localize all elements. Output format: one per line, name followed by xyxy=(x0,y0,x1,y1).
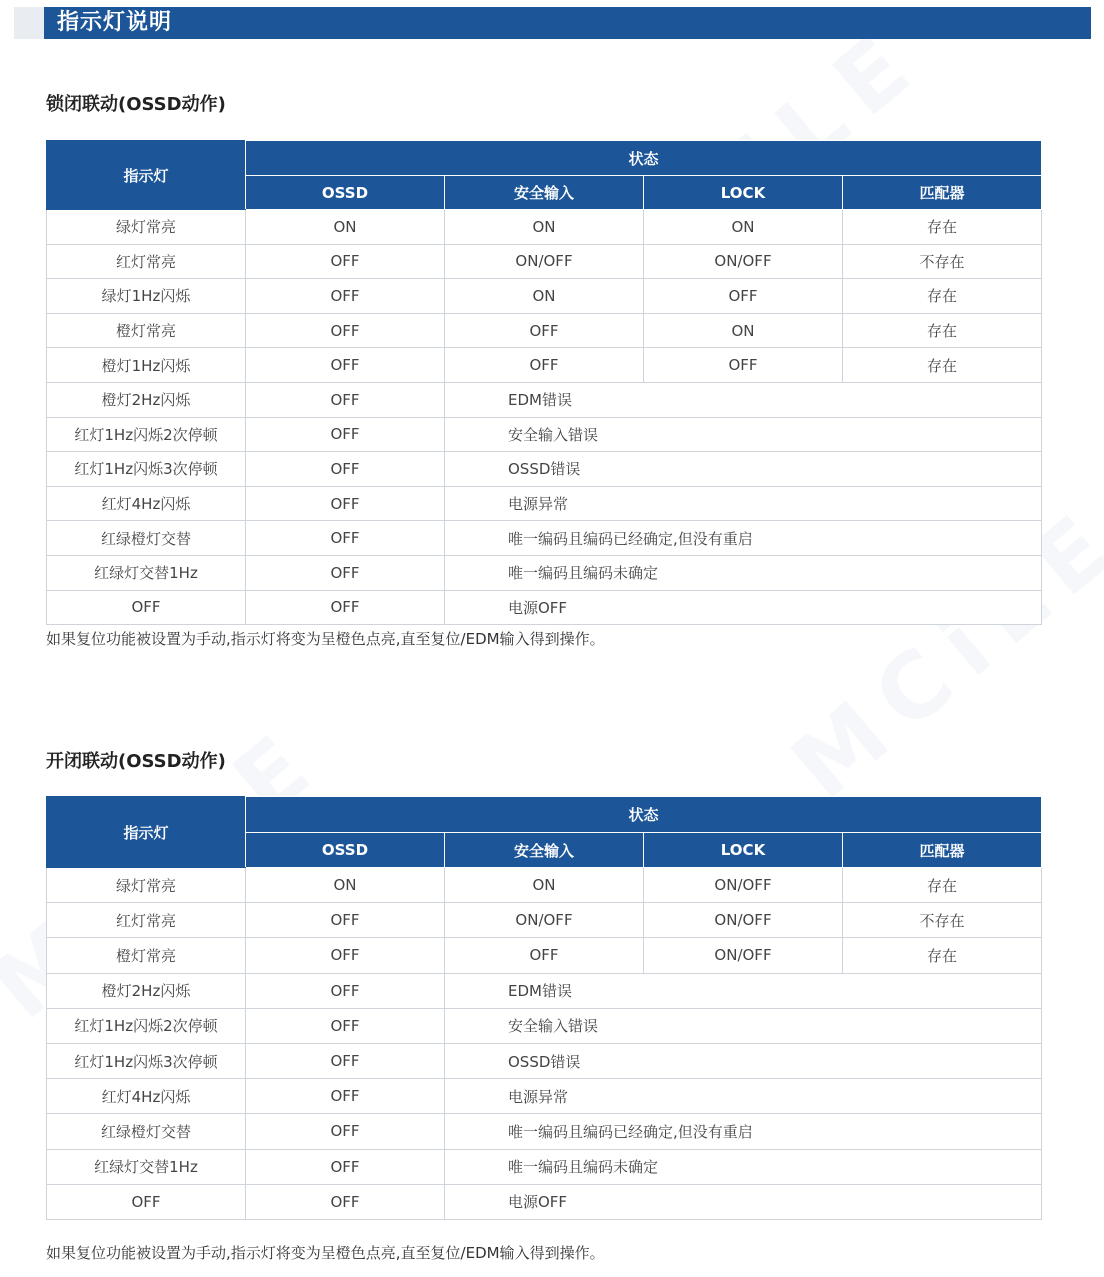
cell-indicator: 橙灯常亮 xyxy=(47,938,246,973)
cell-matcher: 存在 xyxy=(843,279,1042,314)
table-body xyxy=(47,210,1042,625)
table-row xyxy=(47,1149,1042,1184)
cell-ossd: OFF xyxy=(246,452,445,487)
cell-matcher: 存在 xyxy=(843,348,1042,383)
cell-safety-input: ON xyxy=(445,210,644,245)
table-row xyxy=(47,555,1042,590)
cell-safety-input: OFF xyxy=(445,348,644,383)
cell-indicator: 红灯1Hz闪烁3次停顿 xyxy=(47,452,246,487)
cell-ossd: OFF xyxy=(246,382,445,417)
cell-description: 唯一编码且编码已经确定,但没有重启 xyxy=(445,1114,1042,1149)
cell-ossd: OFF xyxy=(246,938,445,973)
cell-indicator: OFF xyxy=(47,590,246,625)
table-row xyxy=(47,1184,1042,1219)
cell-indicator: 绿灯常亮 xyxy=(47,868,246,903)
cell-ossd: ON xyxy=(246,868,445,903)
cell-ossd: OFF xyxy=(246,279,445,314)
table-row xyxy=(47,1043,1042,1078)
cell-safety-input: OFF xyxy=(445,313,644,348)
column-header-safety-input: 安全输入 xyxy=(445,833,644,868)
footnote-1: 如果复位功能被设置为手动,指示灯将变为呈橙色点亮,直至复位/EDM输入得到操作。 xyxy=(46,630,605,648)
cell-ossd: OFF xyxy=(246,1043,445,1078)
cell-description: OSSD错误 xyxy=(445,452,1042,487)
header-accent-bar xyxy=(14,7,44,39)
column-header-lock: LOCK xyxy=(644,833,843,868)
cell-description: 电源异常 xyxy=(445,1079,1042,1114)
cell-ossd: OFF xyxy=(246,1149,445,1184)
cell-ossd: OFF xyxy=(246,486,445,521)
cell-lock: ON/OFF xyxy=(644,903,843,938)
cell-lock: ON xyxy=(644,313,843,348)
cell-matcher: 存在 xyxy=(843,868,1042,903)
cell-description: 电源异常 xyxy=(445,486,1042,521)
section-title-1: 锁闭联动(OSSD动作) xyxy=(46,94,226,115)
cell-description: 唯一编码且编码已经确定,但没有重启 xyxy=(445,521,1042,556)
cell-safety-input: ON xyxy=(445,868,644,903)
cell-ossd: OFF xyxy=(246,590,445,625)
cell-lock: ON/OFF xyxy=(644,938,843,973)
cell-indicator: 橙灯2Hz闪烁 xyxy=(47,973,246,1008)
column-header-ossd: OSSD xyxy=(246,176,445,210)
cell-matcher: 存在 xyxy=(843,210,1042,245)
column-group-status: 状态 xyxy=(246,141,1042,176)
table-row xyxy=(47,348,1042,383)
column-header-matcher: 匹配器 xyxy=(843,833,1042,868)
page-header xyxy=(14,7,1091,39)
cell-ossd: OFF xyxy=(246,521,445,556)
cell-lock: OFF xyxy=(644,279,843,314)
column-header-safety-input: 安全输入 xyxy=(445,176,644,210)
cell-ossd: OFF xyxy=(246,555,445,590)
cell-ossd: OFF xyxy=(246,1114,445,1149)
indicator-table-1 xyxy=(46,140,1042,625)
cell-ossd: OFF xyxy=(246,244,445,279)
column-header-indicator: 指示灯 xyxy=(47,141,246,210)
cell-description: 电源OFF xyxy=(445,590,1042,625)
column-group-status: 状态 xyxy=(246,797,1042,833)
footnote-2: 如果复位功能被设置为手动,指示灯将变为呈橙色点亮,直至复位/EDM输入得到操作。 xyxy=(46,1244,605,1262)
cell-ossd: OFF xyxy=(246,1184,445,1219)
column-header-matcher: 匹配器 xyxy=(843,176,1042,210)
cell-description: 安全输入错误 xyxy=(445,1008,1042,1043)
cell-ossd: OFF xyxy=(246,1008,445,1043)
cell-safety-input: ON/OFF xyxy=(445,903,644,938)
cell-lock: OFF xyxy=(644,348,843,383)
cell-indicator: 红灯4Hz闪烁 xyxy=(47,1079,246,1114)
cell-matcher: 不存在 xyxy=(843,244,1042,279)
table-row xyxy=(47,973,1042,1008)
cell-lock: ON/OFF xyxy=(644,868,843,903)
cell-indicator: 绿灯1Hz闪烁 xyxy=(47,279,246,314)
table-row xyxy=(47,521,1042,556)
cell-description: 唯一编码且编码未确定 xyxy=(445,555,1042,590)
cell-description: EDM错误 xyxy=(445,382,1042,417)
cell-indicator: 红灯常亮 xyxy=(47,244,246,279)
table-row xyxy=(47,279,1042,314)
cell-matcher: 存在 xyxy=(843,313,1042,348)
cell-indicator: 橙灯2Hz闪烁 xyxy=(47,382,246,417)
table-row xyxy=(47,1114,1042,1149)
table-row xyxy=(47,903,1042,938)
table-row xyxy=(47,938,1042,973)
cell-matcher: 存在 xyxy=(843,938,1042,973)
cell-description: 安全输入错误 xyxy=(445,417,1042,452)
cell-ossd: OFF xyxy=(246,1079,445,1114)
cell-description: 唯一编码且编码未确定 xyxy=(445,1149,1042,1184)
table-row xyxy=(47,1008,1042,1043)
cell-ossd: OFF xyxy=(246,417,445,452)
table-row xyxy=(47,244,1042,279)
cell-safety-input: ON xyxy=(445,279,644,314)
column-header-ossd: OSSD xyxy=(246,833,445,868)
page-title: 指示灯说明 xyxy=(57,10,173,35)
cell-ossd: OFF xyxy=(246,973,445,1008)
cell-description: EDM错误 xyxy=(445,973,1042,1008)
cell-ossd: ON xyxy=(246,210,445,245)
cell-indicator: 红绿橙灯交替 xyxy=(47,521,246,556)
table-row xyxy=(47,313,1042,348)
cell-indicator: 红绿灯交替1Hz xyxy=(47,1149,246,1184)
cell-indicator: 橙灯常亮 xyxy=(47,313,246,348)
cell-indicator: 红灯1Hz闪烁2次停顿 xyxy=(47,417,246,452)
cell-indicator: 红灯1Hz闪烁3次停顿 xyxy=(47,1043,246,1078)
cell-lock: ON/OFF xyxy=(644,244,843,279)
table-row xyxy=(47,590,1042,625)
table-row xyxy=(47,210,1042,245)
cell-safety-input: ON/OFF xyxy=(445,244,644,279)
cell-lock: ON xyxy=(644,210,843,245)
column-header-lock: LOCK xyxy=(644,176,843,210)
table-row xyxy=(47,486,1042,521)
cell-ossd: OFF xyxy=(246,313,445,348)
section-title-2: 开闭联动(OSSD动作) xyxy=(46,751,226,772)
cell-indicator: 红灯常亮 xyxy=(47,903,246,938)
cell-description: OSSD错误 xyxy=(445,1043,1042,1078)
cell-indicator: 红灯4Hz闪烁 xyxy=(47,486,246,521)
indicator-table-2 xyxy=(46,796,1042,1220)
cell-safety-input: OFF xyxy=(445,938,644,973)
cell-indicator: 绿灯常亮 xyxy=(47,210,246,245)
column-header-indicator: 指示灯 xyxy=(47,797,246,868)
cell-indicator: OFF xyxy=(47,1184,246,1219)
cell-ossd: OFF xyxy=(246,348,445,383)
cell-indicator: 橙灯1Hz闪烁 xyxy=(47,348,246,383)
table-row xyxy=(47,382,1042,417)
cell-indicator: 红灯1Hz闪烁2次停顿 xyxy=(47,1008,246,1043)
table-row xyxy=(47,417,1042,452)
table-row xyxy=(47,452,1042,487)
table-row xyxy=(47,1079,1042,1114)
cell-indicator: 红绿橙灯交替 xyxy=(47,1114,246,1149)
cell-indicator: 红绿灯交替1Hz xyxy=(47,555,246,590)
cell-description: 电源OFF xyxy=(445,1184,1042,1219)
cell-matcher: 不存在 xyxy=(843,903,1042,938)
cell-ossd: OFF xyxy=(246,903,445,938)
table-row xyxy=(47,868,1042,903)
table-body xyxy=(47,868,1042,1220)
